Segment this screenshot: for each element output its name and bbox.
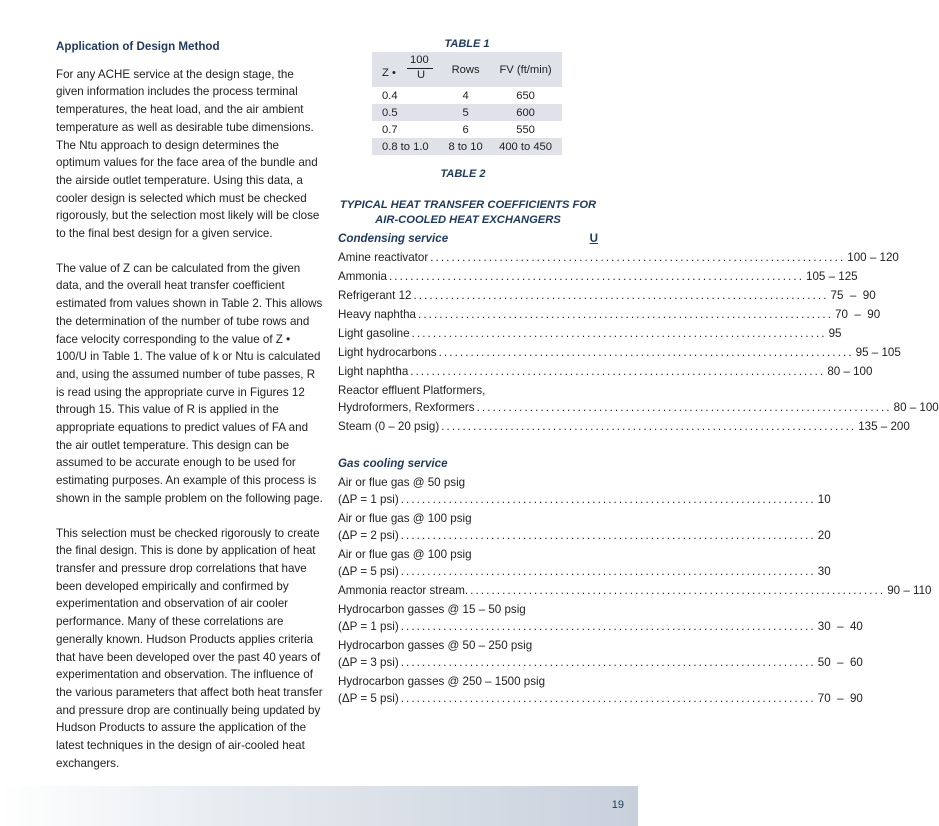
leader-dots: .............................................................................. xyxy=(476,401,892,414)
item-value: 80 – 100 xyxy=(827,365,873,378)
leader-dots: .............................................................................. xyxy=(441,420,857,433)
z-denominator: U xyxy=(417,69,426,81)
reactor-effluent-line1: Reactor effluent Platformers, xyxy=(338,384,486,397)
paragraph-3: This selection must be checked rigorously to create the final design. This is done by application of heat transfer and pressure drop correlations that have been developed empirically and confirmed by experimentation and observation of air cooler performance. Many of these correlations are generally known. Hudson Products applies criteria that have been developed over the past 40 years of experimentation and observation. The influence of the various parameters that affect both heat transfer and pressure drop are continually being updated by Hudson Products to assure the application of the latest techniques in the design of air-cooled heat exchangers. xyxy=(56,526,323,770)
item-name: Light gasoline xyxy=(338,327,410,340)
leader-dots: .............................................................................. xyxy=(430,251,846,264)
item-value: 30 – 40 xyxy=(817,620,863,633)
paragraph-1: For any ACHE service at the design stage, the given information includes the process terminal temperatures, the heat load, and the air ambient temperature as well as desirable tube dimensions. The Ntu approach to design determines the optimum values for the face area of the bundle and the airside outlet temperature. Using this data, a cooler design is selected which must be checked rigorously, but the selection most likely will be close to the final best design for a given service. xyxy=(56,67,320,241)
cell-fv: 400 to 450 xyxy=(489,138,562,155)
item-value: 80 – 100 xyxy=(893,401,939,414)
cell-rows: 8 to 10 xyxy=(442,138,489,155)
leader-dots: .............................................................................. xyxy=(413,289,829,302)
page-number: 19 xyxy=(611,799,624,811)
z-numerator: 100 xyxy=(410,54,429,66)
item-name: Refrigerant 12 xyxy=(338,289,412,302)
leader-dots: .............................................................................. xyxy=(400,493,816,506)
gas1-line1: Air or flue gas @ 50 psig xyxy=(338,476,466,489)
table2 xyxy=(338,232,939,711)
cell-rows: 5 xyxy=(442,104,489,121)
list-item xyxy=(338,308,881,327)
list-item xyxy=(338,584,932,603)
leader-dots: .............................................................................. xyxy=(418,308,834,321)
table2-title: TYPICAL HEAT TRANSFER COEFFICIENTS FOR AIR-COOLED HEAT EXCHANGERS xyxy=(339,199,597,226)
cell-z: 0.8 to 1.0 xyxy=(372,138,442,155)
cell-z: 0.5 xyxy=(372,104,442,121)
left-column xyxy=(56,38,324,789)
item-value: 30 xyxy=(817,565,831,578)
item-name: (ΔP = 5 psi) xyxy=(338,692,399,705)
list-item xyxy=(338,346,901,365)
item-name: Light hydrocarbons xyxy=(338,346,437,359)
item-name: (ΔP = 5 psi) xyxy=(338,565,399,578)
spacer xyxy=(338,439,600,457)
condensing-header-label: Condensing service xyxy=(338,232,449,245)
leader-dots: .............................................................................. xyxy=(438,346,854,359)
table2-label: TABLE 2 xyxy=(440,168,486,180)
list-item xyxy=(338,401,939,420)
leader-dots: .............................................................................. xyxy=(400,529,816,542)
leader-dots: .............................................................................. xyxy=(411,327,827,340)
item-name: Ammonia reactor stream. xyxy=(338,584,469,597)
item-name: Light naphtha xyxy=(338,365,409,378)
list-item xyxy=(338,620,863,639)
list-item xyxy=(338,656,863,675)
list-item xyxy=(338,365,873,384)
cell-z: 0.4 xyxy=(382,89,398,102)
cell-fv: 650 xyxy=(516,89,535,102)
leader-dots: .............................................................................. xyxy=(388,270,805,283)
gas-cooling-section-header xyxy=(338,457,600,476)
leader-dots: .............................................................................. xyxy=(400,692,816,705)
cell-z: 0.7 xyxy=(382,123,398,136)
list-item xyxy=(338,327,842,346)
item-name: Steam (0 – 20 psig) xyxy=(338,420,440,433)
list-item xyxy=(338,251,899,270)
hc3-line1: Hydrocarbon gasses @ 250 – 1500 psig xyxy=(338,675,546,688)
item-value: 70 – 90 xyxy=(817,692,863,705)
section-heading: Application of Design Method xyxy=(56,40,220,53)
item-name: Amine reactivator xyxy=(338,251,429,264)
cell-fv: 550 xyxy=(516,123,535,136)
table1-rows-header: Rows xyxy=(442,52,489,87)
gas2-line1: Air or flue gas @ 100 psig xyxy=(338,512,472,525)
table-row xyxy=(372,87,562,104)
u-column-header: U xyxy=(589,232,598,245)
leader-dots: .............................................................................. xyxy=(400,620,816,633)
condensing-section-header xyxy=(338,232,600,251)
list-item xyxy=(338,692,863,711)
list-item xyxy=(338,420,910,439)
list-item xyxy=(338,565,831,584)
item-name: Ammonia xyxy=(338,270,387,283)
cell-fv: 600 xyxy=(489,104,562,121)
table-row xyxy=(372,138,562,155)
table-row xyxy=(372,104,562,121)
leader-dots: .............................................................................. xyxy=(400,565,816,578)
table1-z-header xyxy=(372,52,442,87)
item-value: 95 – 105 xyxy=(855,346,901,359)
hc2-line1: Hydrocarbon gasses @ 50 – 250 psig xyxy=(338,639,533,652)
paragraph-2: The value of Z can be calculated from the given data, and the overall heat transfer coefficient estimated from values shown in Table 2. This allows the determination of the number of tube rows and face velocity corresponding to the value of Z • 100/U in Table 1. The value of k or Ntu is calculated and, using the assumed number of tube passes, R is read using the appropriate curve in Figures 12 through 15. This value of R is applied in the appropriate equations to predict values of FA and the air outlet temperature. This design can be assumed to be accurate enough to be used for estimating purposes. An example of this process is shown in the sample problem on the following page. xyxy=(56,261,323,505)
item-name: (ΔP = 2 psi) xyxy=(338,529,399,542)
leader-dots: .............................................................................. xyxy=(400,656,816,669)
leader-dots: .............................................................................. xyxy=(470,584,886,597)
cell-rows: 4 xyxy=(462,89,469,102)
table1-fv-header: FV (ft/min) xyxy=(489,52,562,87)
item-name: (ΔP = 1 psi) xyxy=(338,493,399,506)
footer-band xyxy=(0,786,638,826)
list-item xyxy=(338,270,858,289)
list-item xyxy=(338,289,876,308)
item-name: Hydroformers, Rexformers xyxy=(338,401,475,414)
item-value: 100 – 120 xyxy=(847,251,899,264)
item-name: Heavy naphtha xyxy=(338,308,416,321)
item-value: 20 xyxy=(817,529,831,542)
table1 xyxy=(372,52,562,155)
item-value: 70 – 90 xyxy=(835,308,881,321)
item-value: 75 – 90 xyxy=(830,289,876,302)
list-item xyxy=(338,493,831,512)
gas-header-label: Gas cooling service xyxy=(338,457,448,470)
gas3-line1: Air or flue gas @ 100 psig xyxy=(338,548,472,561)
table-row xyxy=(372,121,562,138)
item-value: 50 – 60 xyxy=(817,656,863,669)
hc1-line1: Hydrocarbon gasses @ 15 – 50 psig xyxy=(338,603,526,616)
table1-header-row xyxy=(372,52,562,87)
list-item xyxy=(338,529,831,548)
leader-dots: .............................................................................. xyxy=(410,365,826,378)
z-label: Z • xyxy=(382,67,396,79)
item-name: (ΔP = 3 psi) xyxy=(338,656,399,669)
item-name: (ΔP = 1 psi) xyxy=(338,620,399,633)
item-value: 10 xyxy=(817,493,831,506)
item-value: 95 xyxy=(828,327,842,340)
item-value: 105 – 125 xyxy=(806,270,858,283)
item-value: 90 – 110 xyxy=(887,584,932,597)
item-value: 135 – 200 xyxy=(858,420,910,433)
cell-rows: 6 xyxy=(462,123,469,136)
table1-title: TABLE 1 xyxy=(444,38,490,50)
